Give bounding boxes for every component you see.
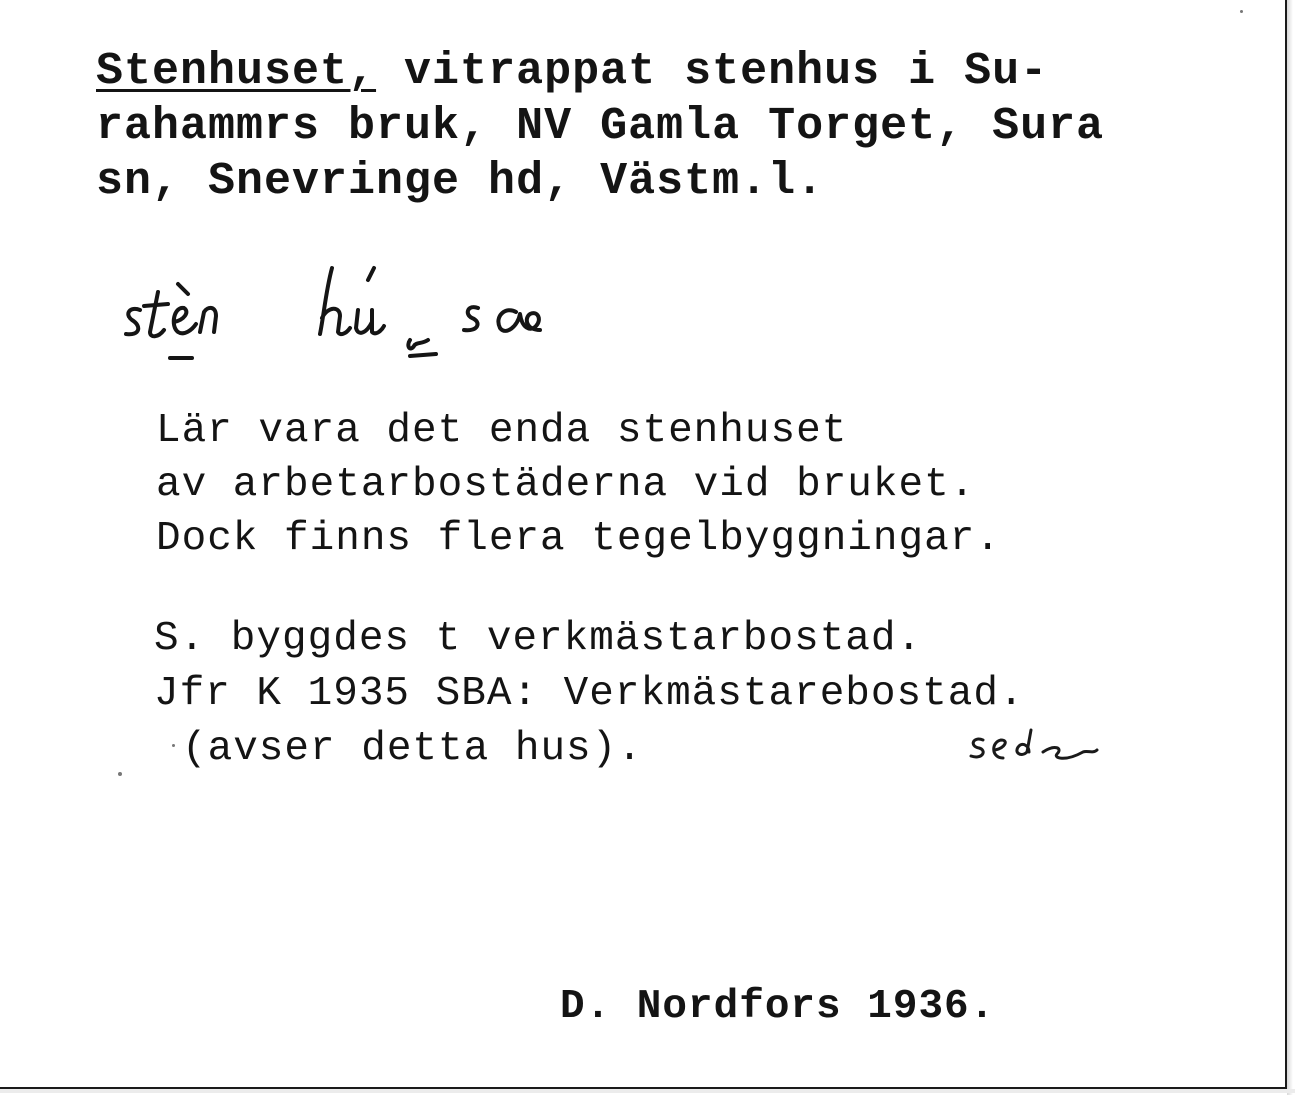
- heading-line-3: sn, Snevringe hd, Västm.l.: [96, 156, 825, 207]
- headword: Stenhuset,: [96, 46, 377, 97]
- note-line: Lär vara det enda stenhuset: [156, 408, 848, 454]
- collector-signature: D. Nordfors 1936.: [560, 984, 996, 1030]
- note-text: [156, 404, 1001, 566]
- reference-line: (avser detta hus).: [182, 726, 643, 772]
- note-line: av arbetarbostäderna vid bruket.: [156, 462, 976, 508]
- reference-text: [154, 612, 1025, 777]
- handwritten-mark: [965, 722, 1105, 772]
- card-edge-shadow-bottom: [0, 1089, 1295, 1093]
- scan-speck: [1240, 10, 1243, 13]
- reference-line: Jfr K 1935 SBA: Verkmästarebostad.: [154, 671, 1025, 717]
- heading-line-2: rahammrs bruk, NV Gamla Torget, Sura: [96, 101, 1105, 152]
- scan-speck: [172, 744, 175, 747]
- reference-line: S. byggdes t verkmästarbostad.: [154, 616, 923, 662]
- scan-speck: [118, 772, 122, 776]
- heading-line-1-rest: vitrappat stenhus i Su-: [376, 46, 1049, 97]
- handwritten-pronunciation: [110, 240, 610, 380]
- note-line: Dock finns flera tegelbyggningar.: [156, 516, 1001, 562]
- place-description: [96, 44, 1104, 209]
- card-edge-shadow: [1287, 0, 1293, 1095]
